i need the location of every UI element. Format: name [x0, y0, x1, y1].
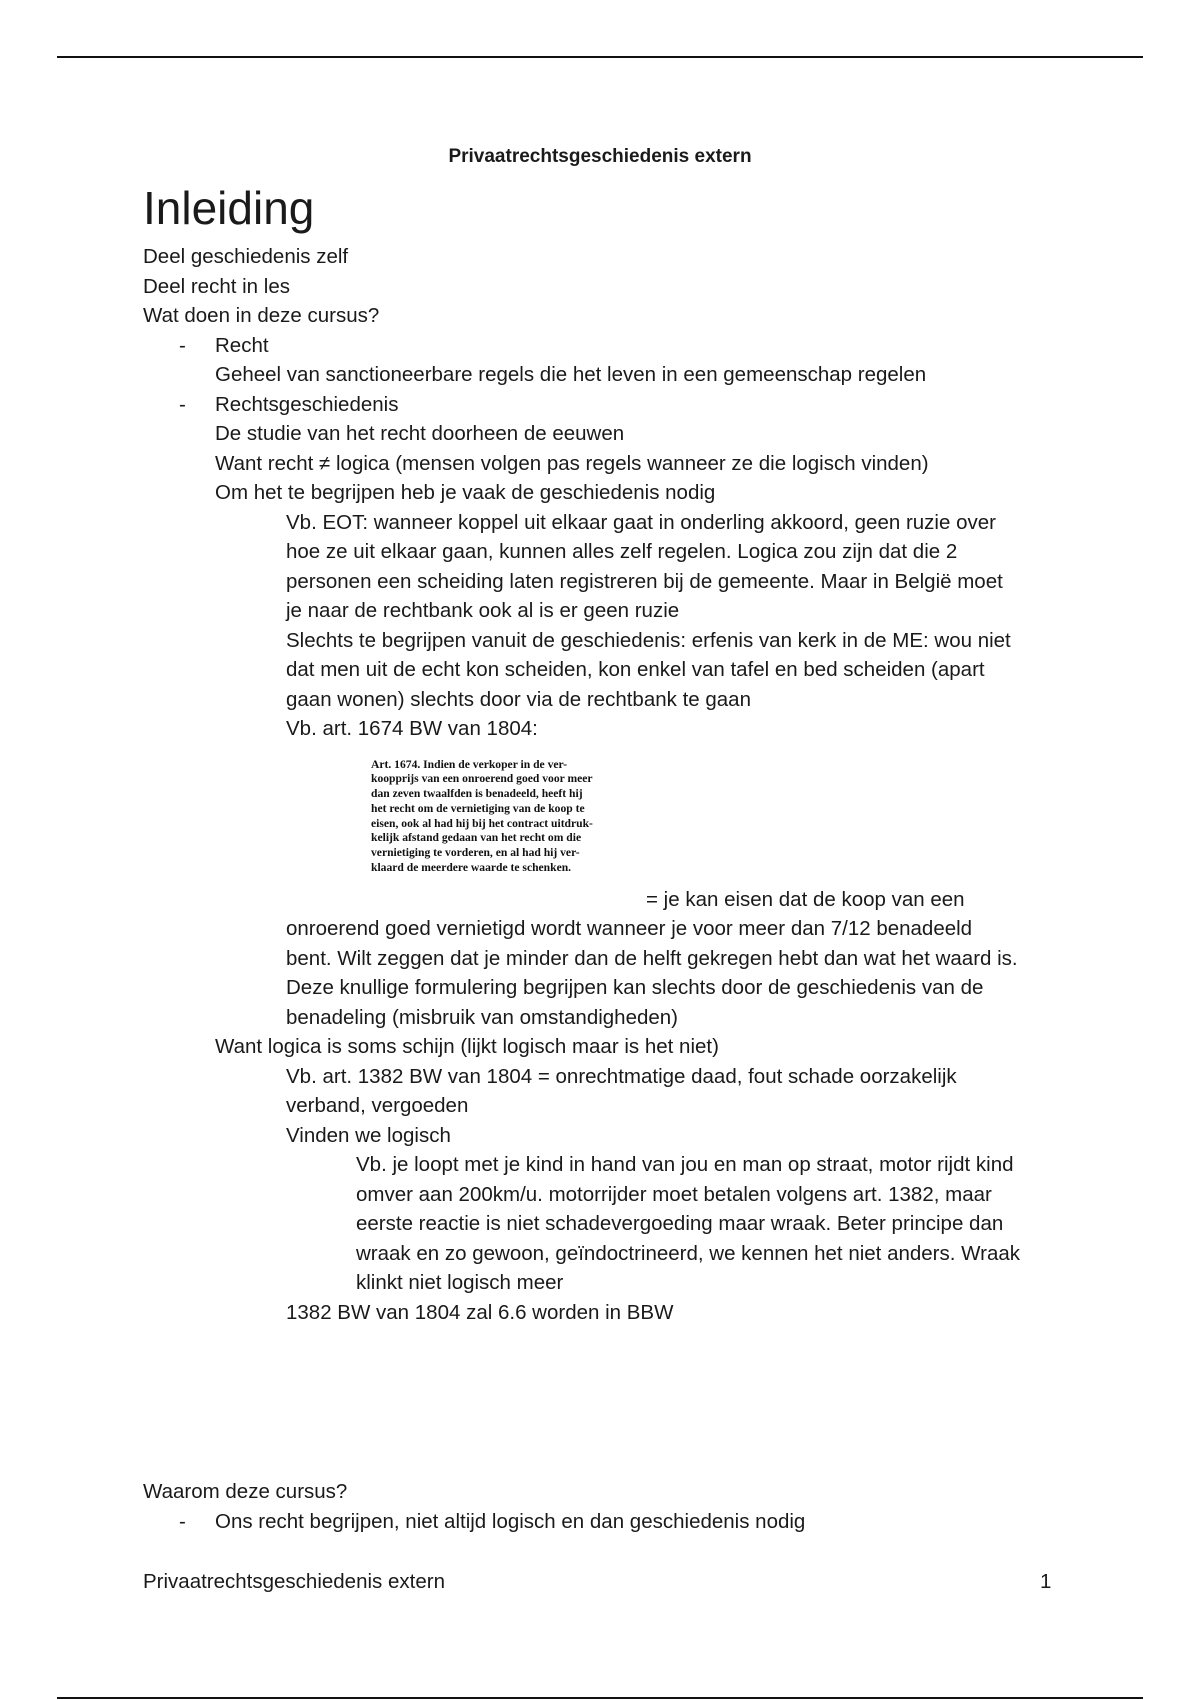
- text-line: Om het te begrijpen heb je vaak de geschiedenis nodig: [215, 481, 716, 504]
- scan-line: dan zeven twaalfden is benadeeld, heeft hij: [371, 787, 583, 801]
- bullet-label: Recht: [215, 333, 269, 357]
- text-line: Waarom deze cursus?: [143, 1480, 348, 1503]
- article-1674-scan-image: [371, 758, 643, 912]
- text-line: je naar de rechtbank ook al is er geen ruzie: [286, 599, 680, 622]
- text-line: Wat doen in deze cursus?: [143, 304, 380, 327]
- footer-page-number: 1: [1040, 1570, 1052, 1593]
- text-line: wraak en zo gewoon, geïndoctrineerd, we kennen het niet anders. Wraak: [356, 1241, 1020, 1265]
- text-line: Want recht ≠ logica (mensen volgen pas regels wanneer ze die logisch vinden): [215, 451, 929, 475]
- text-line: Deel geschiedenis zelf: [143, 245, 349, 268]
- text-line: personen een scheiding laten registreren bij de gemeente. Maar in België moet: [286, 569, 1003, 593]
- heading-inleiding: Inleiding: [143, 182, 315, 234]
- text-line: gaan wonen) slechts door via de rechtbank te gaan: [286, 687, 751, 711]
- bullet-label: Ons recht begrijpen, niet altijd logisch en dan geschiedenis nodig: [215, 1509, 806, 1533]
- text-line: Deze knullige formulering begrijpen kan slechts door de geschiedenis van de: [286, 976, 984, 999]
- text-line: Vb. EOT: wanneer koppel uit elkaar gaat in onderling akkoord, geen ruzie over: [286, 510, 996, 534]
- footer-title: Privaatrechtsgeschiedenis extern: [143, 1570, 445, 1593]
- scan-line: Art. 1674. Indien de verkoper in de ver-: [371, 757, 568, 771]
- text-line: De studie van het recht doorheen de eeuwen: [215, 422, 625, 445]
- text-line: bent. Wilt zeggen dat je minder dan de helft gekregen hebt dan wat het waard is.: [286, 946, 1018, 970]
- page-header-title: Privaatrechtsgeschiedenis extern: [448, 146, 752, 167]
- text-line: Deel recht in les: [143, 274, 290, 298]
- bullet-dash: -: [179, 392, 186, 416]
- text-line: onroerend goed vernietigd wordt wanneer je voor meer dan 7/12 benadeeld: [286, 917, 973, 940]
- bullet-dash: -: [179, 1509, 186, 1533]
- scan-line: kelijk afstand gedaan van het recht om die: [371, 831, 582, 845]
- blank-space: [143, 1327, 1093, 1477]
- text-line: Geheel van sanctioneerbare regels die het leven in een gemeenschap regelen: [215, 363, 927, 386]
- text-line: dat men uit de echt kon scheiden, kon enkel van tafel en bed scheiden (apart: [286, 658, 985, 681]
- scan-line: vernietiging te vorderen, en al had hij ver-: [371, 846, 580, 860]
- bottom-rule: [57, 1697, 1143, 1699]
- text-line: Vb. je loopt met je kind in hand van jou en man op straat, motor rijdt kind: [356, 1153, 1014, 1176]
- bullet-dash: -: [179, 333, 186, 357]
- scan-line: klaard de meerdere waarde te schenken.: [371, 861, 572, 875]
- text-line: omver aan 200km/u. motorrijder moet betalen volgens art. 1382, maar: [356, 1182, 992, 1206]
- scan-line: koopprijs van een onroerend goed voor meer: [371, 772, 593, 786]
- text-line: verband, vergoeden: [286, 1094, 469, 1117]
- text-line: 1382 BW van 1804 zal 6.6 worden in BBW: [286, 1300, 674, 1324]
- text-line: hoe ze uit elkaar gaan, kunnen alles zelf regelen. Logica zou zijn dat die 2: [286, 540, 958, 563]
- scan-line: eisen, ook al had hij bij het contract uitdruk-: [371, 816, 593, 830]
- bullet-label: Rechtsgeschiedenis: [215, 392, 399, 416]
- text-line: = je kan eisen dat de koop van een: [646, 887, 965, 911]
- text-line: Vinden we logisch: [286, 1123, 451, 1147]
- bullet-waarom: [143, 1507, 1093, 1537]
- text-line: eerste reactie is niet schadevergoeding maar wraak. Beter principe dan: [356, 1212, 1004, 1235]
- text-line: Want logica is soms schijn (lijkt logisch maar is het niet): [215, 1035, 719, 1058]
- bullet-recht: [143, 331, 1093, 361]
- scan-line: het recht om de vernietiging van de koop te: [371, 801, 585, 815]
- top-rule: [57, 56, 1143, 58]
- bullet-rechtsgeschiedenis: [143, 390, 1093, 420]
- text-line: Vb. art. 1382 BW van 1804 = onrechtmatige daad, fout schade oorzakelijk: [286, 1064, 957, 1088]
- text-line: Vb. art. 1674 BW van 1804:: [286, 717, 538, 740]
- document-body: [143, 242, 1093, 1536]
- text-line: klinkt niet logisch meer: [356, 1271, 564, 1294]
- text-line: Slechts te begrijpen vanuit de geschiedenis: erfenis van kerk in de ME: wou niet: [286, 628, 1011, 652]
- text-line: benadeling (misbruik van omstandigheden): [286, 1005, 679, 1029]
